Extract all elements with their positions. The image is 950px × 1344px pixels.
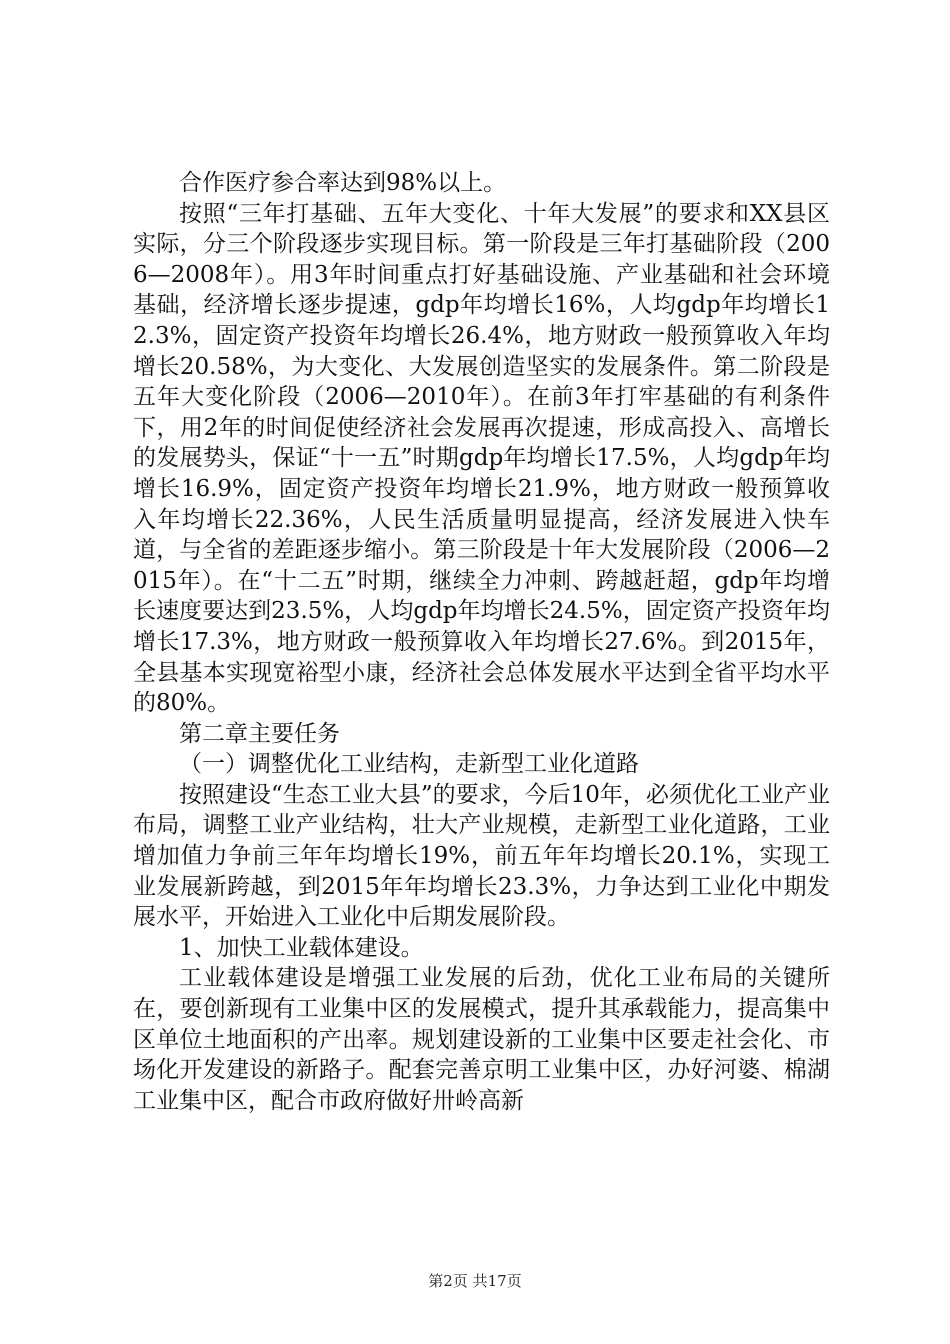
- paragraph-industry-plan: 按照建设“生态工业大县”的要求，今后10年，必须优化工业产业布局，调整工业产业结构，壮大产业规模，走新型工业化道路，工业增加值力争前三年年均增长19%，前五年年均增长20.1%，实现工业发展新跨越，到2015年年均增长23.3%，力争达到工业化中期发展水平，开始进入工业化中后期发展阶段。: [133, 781, 830, 931]
- chapter-heading: 第二章主要任务: [179, 720, 340, 747]
- page-footer: 第2页 共17页: [428, 1272, 522, 1290]
- section-heading: （一）调整优化工业结构，走新型工业化道路: [179, 751, 639, 778]
- paragraph-continuation: 合作医疗参合率达到98%以上。: [179, 170, 507, 196]
- subsection-heading: 1、加快工业载体建设。: [179, 934, 424, 961]
- paragraph-industrial-carrier: 工业载体建设是增强工业发展的后劲，优化工业布局的关键所在，要创新现有工业集中区的发展模式，提升其承载能力，提高集中区单位土地面积的产出率。规划建设新的工业集中区要走社会化、市场化开发建设的新路子。配套完善京明工业集中区，办好河婆、棉湖工业集中区，配合市政府做好卅岭高新: [133, 965, 830, 1114]
- document-body: [133, 168, 830, 1116]
- paragraph-stage-goals: 按照“三年打基础、五年大变化、十年大发展”的要求和XX县区实际，分三个阶段逐步实现目标。第一阶段是三年打基础阶段（2006—2008年）。用3年时间重点打好基础设施、产业基础和社会环境基础，经济增长逐步提速，gdp年均增长16%，人均gdp年均增长12.3%，固定资产投资年均增长26.4%，地方财政一般预算收入年均增长20.58%，为大变化、大发展创造坚实的发展条件。第二阶段是五年大变化阶段（2006—2010年）。在前3年打牢基础的有利条件下，用2年的时间促使经济社会发展再次提速，形成高投入、高增长的发展势头，保证“十一五”时期gdp年均增长17.5%，人均gdp年均增长16.9%，固定资产投资年均增长21.9%，地方财政一般预算收入年均增长22.36%，人民生活质量明显提高，经济发展进入快车道，与全省的差距逐步缩小。第三阶段是十年大发展阶段（2006—2015年）。在“十二五”时期，继续全力冲刺、跨越赶超，gdp年均增长速度要达到23.5%，人均gdp年均增长24.5%，固定资产投资年均增长17.3%，地方财政一般预算收入年均增长27.6%。到2015年，全县基本实现宽裕型小康，经济社会总体发展水平达到全省平均水平的80%。: [133, 200, 830, 717]
